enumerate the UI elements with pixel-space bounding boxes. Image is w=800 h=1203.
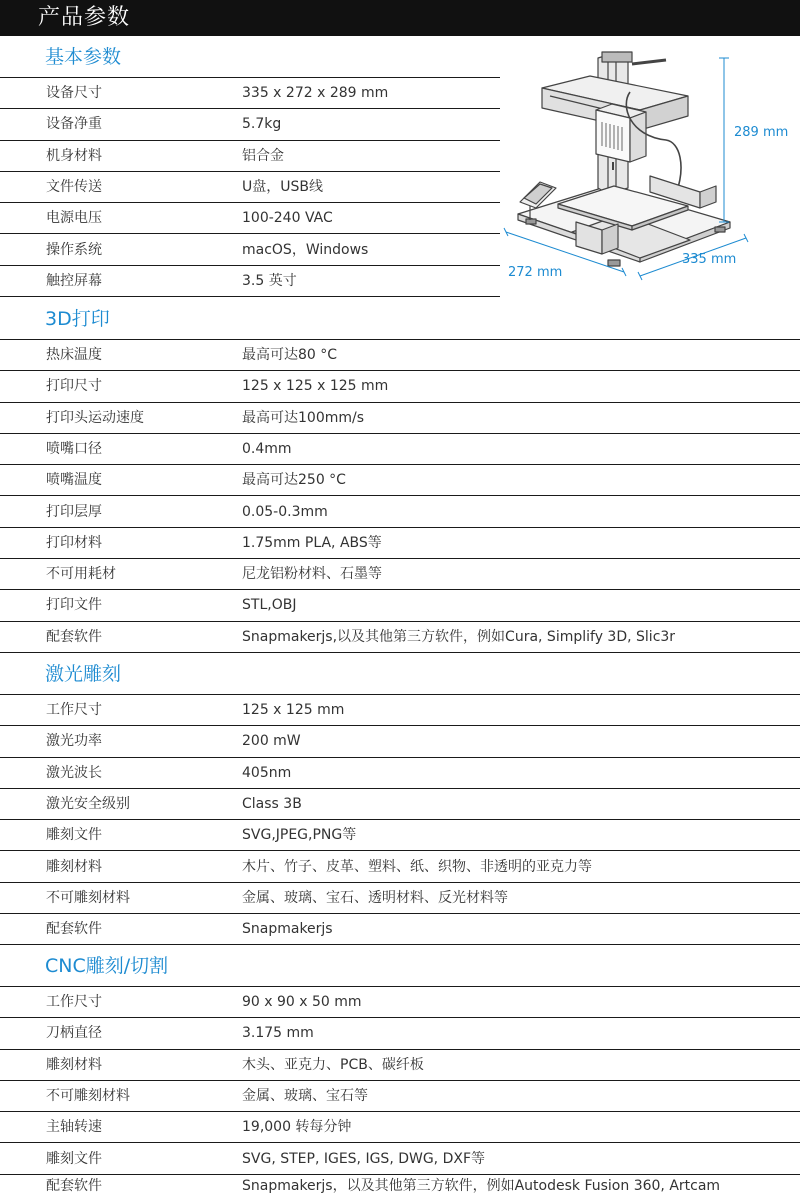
row-label: 文件传送 — [46, 178, 102, 195]
row-value: 0.4mm — [242, 440, 292, 457]
row-label: 打印头运动速度 — [46, 409, 144, 426]
row-label: 工作尺寸 — [46, 994, 102, 1010]
row-label: 雕刻材料 — [46, 858, 102, 875]
table-row — [0, 340, 800, 371]
row-value: 125 x 125 x 125 mm — [242, 378, 389, 395]
table-row — [0, 622, 800, 653]
table-row — [0, 371, 800, 402]
row-label: 激光功率 — [46, 733, 102, 750]
section-title: 激光雕刻 — [0, 653, 800, 695]
row-value: STL,OBJ — [242, 597, 297, 614]
table-row — [0, 883, 800, 914]
printer-illustration — [490, 36, 800, 298]
row-value: SVG, STEP, IGES, IGS, DWG, DXF等 — [242, 1150, 486, 1167]
row-label: 触控屏幕 — [46, 272, 102, 289]
section-title: 3D打印 — [0, 298, 800, 340]
row-label: 打印文件 — [46, 597, 102, 614]
row-label: 主轴转速 — [46, 1119, 102, 1136]
product-diagram — [490, 36, 800, 298]
row-label: 不可雕刻材料 — [46, 889, 130, 906]
row-label: 不可雕刻材料 — [46, 1087, 130, 1104]
row-label: 配套软件 — [46, 628, 102, 645]
row-value: 335 x 272 x 289 mm — [242, 85, 389, 101]
row-label: 激光安全级别 — [46, 795, 130, 812]
row-value: 1.75mm PLA, ABS等 — [242, 534, 382, 551]
row-value: 尼龙铝粉材料、石墨等 — [242, 566, 382, 583]
row-label: 电源电压 — [46, 210, 102, 227]
table-row — [0, 78, 500, 109]
table-row — [0, 109, 500, 140]
table-row — [0, 987, 800, 1018]
row-value: 最高可达100mm/s — [242, 409, 365, 426]
depth-dimension-label: 272 mm — [508, 265, 563, 280]
row-label: 雕刻文件 — [46, 827, 102, 844]
row-value: 最高可达250 °C — [242, 472, 346, 489]
row-label: 刀柄直径 — [46, 1025, 102, 1042]
row-label: 雕刻文件 — [46, 1150, 102, 1167]
row-value: 铝合金 — [242, 147, 284, 164]
row-value: 405nm — [242, 764, 292, 781]
table-row — [0, 758, 800, 789]
row-label: 打印材料 — [46, 534, 102, 551]
row-value: 木头、亚克力、PCB、碳纤板 — [242, 1056, 424, 1073]
table-row — [0, 141, 500, 172]
row-value: Snapmakerjs,以及其他第三方软件，例如Cura, Simplify 3D, Slic3r — [242, 628, 676, 645]
row-label: 热床温度 — [46, 347, 102, 363]
row-label: 打印层厚 — [46, 503, 102, 520]
row-value: U盘，USB线 — [242, 178, 323, 195]
row-value: 200 mW — [242, 733, 301, 750]
table-row — [0, 497, 800, 528]
table-row — [0, 726, 800, 757]
table-row — [0, 235, 500, 266]
row-value: 100-240 VAC — [242, 210, 333, 227]
row-value: macOS，Windows — [242, 241, 369, 258]
row-label: 设备净重 — [46, 116, 102, 133]
width-dimension-label: 335 mm — [682, 252, 737, 267]
row-label: 配套软件 — [46, 1178, 102, 1194]
row-label: 喷嘴口径 — [46, 440, 102, 457]
table-row — [0, 695, 800, 726]
row-value: 3.175 mm — [242, 1025, 314, 1042]
row-value: 木片、竹子、皮革、塑料、纸、织物、非透明的亚克力等 — [242, 858, 592, 875]
row-value: Class 3B — [242, 795, 302, 812]
table-row — [0, 465, 800, 496]
row-value: 5.7kg — [242, 116, 282, 133]
row-value: 3.5 英寸 — [242, 272, 297, 289]
row-value: SVG,JPEG,PNG等 — [242, 827, 357, 844]
row-label: 机身材料 — [46, 147, 102, 164]
row-value: Snapmakerjs — [242, 921, 333, 938]
row-value: Snapmakerjs，以及其他第三方软件，例如Autodesk Fusion 360, Artcam — [242, 1178, 721, 1194]
section-title: CNC雕刻/切割 — [0, 945, 800, 987]
row-label: 不可用耗材 — [46, 566, 116, 583]
table-row — [0, 1171, 800, 1203]
page-title: 产品参数 — [0, 0, 800, 36]
row-label: 打印尺寸 — [46, 378, 102, 395]
table-row — [0, 528, 800, 559]
row-value: 90 x 90 x 50 mm — [242, 994, 362, 1010]
row-label: 操作系统 — [46, 241, 102, 258]
height-dimension-label: 289 mm — [734, 125, 789, 140]
section-title: 基本参数 — [0, 36, 500, 78]
row-label: 喷嘴温度 — [46, 472, 102, 489]
table-row — [0, 1018, 800, 1049]
row-label: 雕刻材料 — [46, 1056, 102, 1073]
row-value: 金属、玻璃、宝石、透明材料、反光材料等 — [242, 889, 508, 906]
row-label: 工作尺寸 — [46, 702, 102, 718]
row-value: 125 x 125 mm — [242, 702, 345, 718]
row-value: 最高可达80 °C — [242, 347, 338, 363]
table-row — [0, 820, 800, 851]
table-row — [0, 1112, 800, 1143]
table-row — [0, 590, 800, 621]
row-label: 激光波长 — [46, 764, 102, 781]
row-value: 0.05-0.3mm — [242, 503, 328, 520]
row-label: 配套软件 — [46, 921, 102, 938]
table-row — [0, 1050, 800, 1081]
table-row — [0, 914, 800, 945]
table-row — [0, 266, 500, 297]
row-label: 设备尺寸 — [46, 85, 102, 101]
table-row — [0, 172, 500, 203]
row-value: 金属、玻璃、宝石等 — [242, 1087, 368, 1104]
table-row — [0, 403, 800, 434]
table-row — [0, 789, 800, 820]
table-row — [0, 1081, 800, 1112]
table-row — [0, 434, 800, 465]
table-row — [0, 559, 800, 590]
table-row — [0, 203, 500, 234]
row-value: 19,000 转每分钟 — [242, 1119, 352, 1136]
table-row — [0, 852, 800, 883]
